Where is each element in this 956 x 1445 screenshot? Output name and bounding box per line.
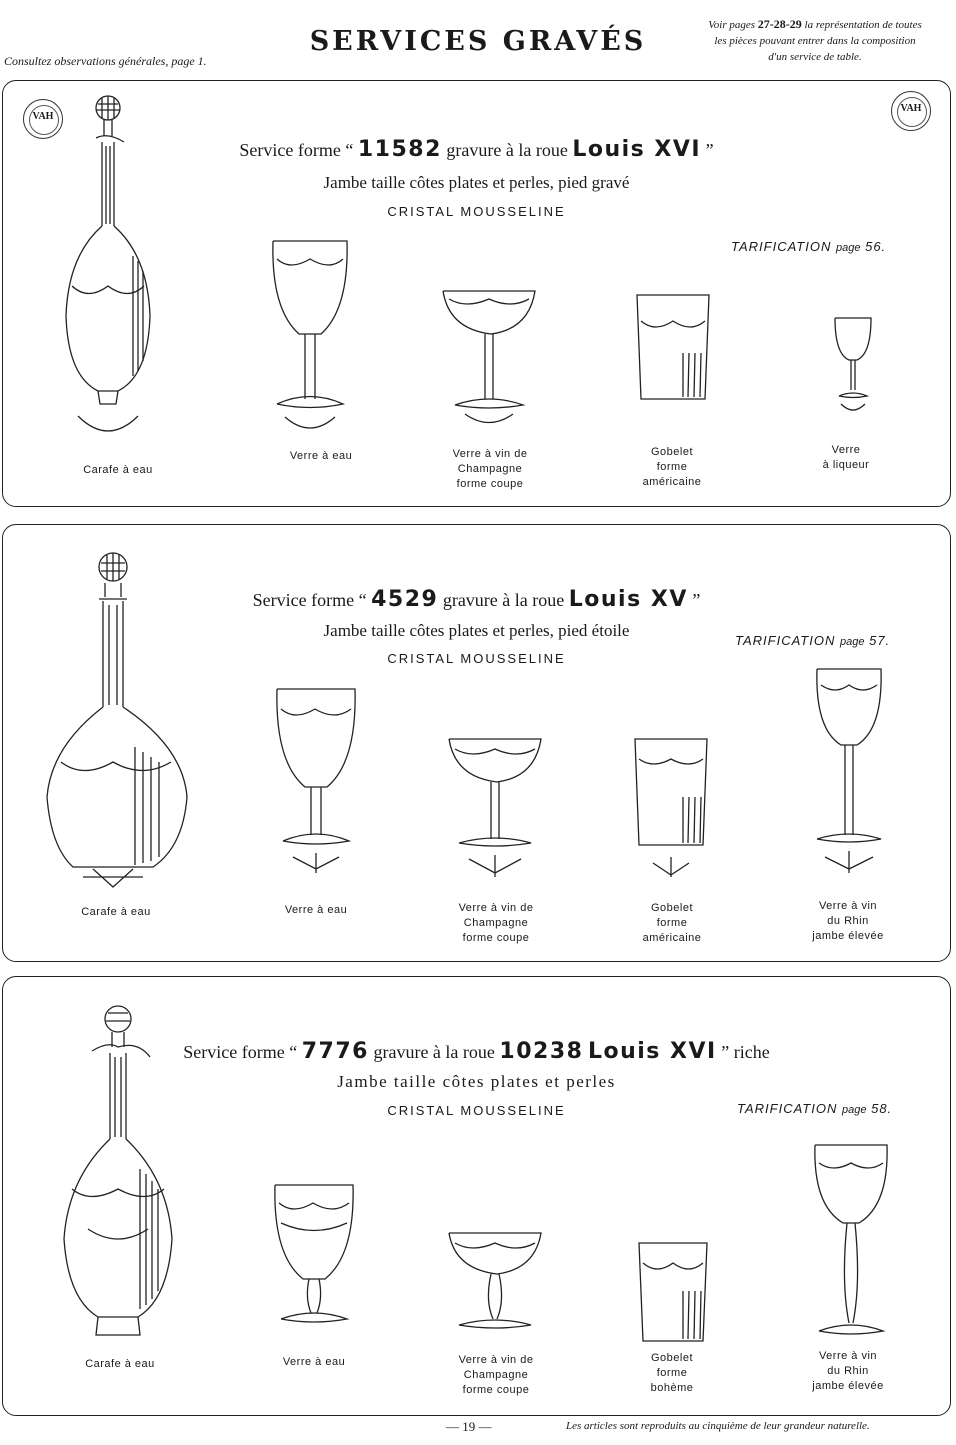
tarification-page: 57. bbox=[869, 633, 891, 648]
service-subtitle: Jambe taille côtes plates et perles, pied étoile bbox=[323, 621, 630, 640]
item-label-line: Champagne bbox=[457, 463, 523, 475]
item-label-champagne bbox=[421, 901, 571, 946]
item-label-line: Verre à eau bbox=[289, 450, 353, 462]
service-prefix: Service forme bbox=[239, 140, 341, 160]
item-label-champagne bbox=[421, 1353, 571, 1398]
service-number-2: 10238 bbox=[499, 1039, 584, 1064]
tarification-ref bbox=[735, 633, 890, 648]
engraving-type: gravure à la roue bbox=[446, 140, 568, 160]
item-label-line: forme coupe bbox=[456, 478, 524, 490]
item-label-tumbler bbox=[597, 445, 747, 490]
item-label-carafe bbox=[43, 463, 193, 478]
service-suffix: riche bbox=[733, 1042, 770, 1062]
service-heading: Service forme “ 11582 gravure à la roue Louis XVI ” bbox=[239, 137, 714, 162]
carafe-illustration bbox=[43, 547, 193, 892]
rhine-wine-glass-illustration bbox=[811, 667, 887, 887]
service-number: 7776 bbox=[301, 1039, 369, 1064]
item-label-line: Carafe à eau bbox=[83, 464, 153, 476]
service-heading: Service forme “ 4529 gravure à la roue Louis XV ” bbox=[252, 587, 701, 612]
service-subtitle: Jambe taille côtes plates et perles, pied gravé bbox=[323, 173, 630, 192]
item-label-line: bohème bbox=[650, 1382, 694, 1394]
item-label-champagne bbox=[415, 447, 565, 492]
item-label-line: forme coupe bbox=[462, 1384, 530, 1396]
item-label-water-glass bbox=[241, 903, 391, 918]
item-label-carafe bbox=[45, 1357, 195, 1372]
item-label-line: Verre à vin bbox=[818, 1350, 878, 1362]
reference-note-line1: la représentation de toutes bbox=[804, 19, 922, 31]
item-label-water-glass bbox=[239, 1355, 389, 1370]
item-label-line: Gobelet bbox=[650, 1352, 694, 1364]
seal-mark: VAH bbox=[32, 111, 54, 122]
reference-note-prefix: Voir pages bbox=[708, 19, 756, 31]
item-label-line: Verre à vin bbox=[818, 900, 878, 912]
item-label-line: Gobelet bbox=[650, 902, 694, 914]
champagne-coupe-illustration bbox=[447, 1231, 543, 1346]
item-label-line: Champagne bbox=[463, 1369, 529, 1381]
reference-note-line2: les pièces pouvant entrer dans la composition bbox=[714, 35, 916, 47]
manufacturer-seal-right-icon bbox=[891, 91, 931, 131]
tarification-page-word: page bbox=[839, 636, 865, 648]
service-subtitle: Jambe taille côtes plates et perles bbox=[337, 1072, 616, 1091]
general-observations-note: Consultez observations générales, page 1. bbox=[4, 54, 207, 68]
engraving-type: gravure à la roue bbox=[442, 590, 565, 610]
tarification-label: TARIFICATION bbox=[731, 239, 832, 254]
item-label-line: Carafe à eau bbox=[81, 906, 151, 918]
tarification-page: 56. bbox=[865, 239, 887, 254]
item-label-rhine-glass bbox=[773, 1349, 923, 1394]
scale-note: Les articles sont reproduits au cinquième de leur grandeur naturelle. bbox=[566, 1420, 870, 1432]
service-number: 11582 bbox=[357, 137, 442, 162]
reference-note bbox=[676, 16, 954, 65]
item-label-line: forme bbox=[656, 461, 688, 473]
service-panel-7776 bbox=[2, 976, 951, 1416]
tumbler-illustration bbox=[633, 293, 713, 463]
item-label-line: du Rhin bbox=[827, 915, 869, 927]
item-label-carafe bbox=[41, 905, 191, 920]
carafe-illustration bbox=[58, 86, 188, 461]
service-style: Louis XVI bbox=[587, 1039, 717, 1064]
item-label-line: forme bbox=[656, 1367, 688, 1379]
item-label-line: à liqueur bbox=[822, 459, 870, 471]
champagne-coupe-illustration bbox=[447, 737, 543, 887]
champagne-coupe-illustration bbox=[441, 289, 537, 459]
tarification-ref bbox=[731, 239, 886, 254]
tumbler-illustration bbox=[635, 1241, 711, 1346]
service-style: Louis XV bbox=[568, 587, 688, 612]
reference-note-line3: d'un service de table. bbox=[768, 51, 862, 63]
service-panel-4529 bbox=[2, 524, 951, 962]
water-glass-illustration bbox=[271, 1183, 357, 1343]
item-label-line: forme coupe bbox=[462, 932, 530, 944]
page-number: — 19 — bbox=[446, 1419, 492, 1434]
service-heading: Service forme “ 7776 gravure à la roue 10238 Louis XVI ” riche bbox=[183, 1039, 770, 1064]
tarification-page-word: page bbox=[835, 242, 861, 254]
liqueur-glass-illustration bbox=[833, 316, 873, 426]
service-panel-11582 bbox=[2, 80, 951, 507]
service-material: CRISTAL MOUSSELINE bbox=[387, 204, 566, 219]
item-label-rhine-glass bbox=[773, 899, 923, 944]
item-label-line: du Rhin bbox=[827, 1365, 869, 1377]
rhine-wine-glass-illustration bbox=[811, 1143, 891, 1349]
item-label-line: Verre à vin de bbox=[452, 448, 528, 460]
item-label-line: Verre à vin de bbox=[458, 902, 534, 914]
service-style: Louis XVI bbox=[572, 137, 702, 162]
water-glass-illustration bbox=[265, 239, 355, 459]
page-title: SERVICES GRAVÉS bbox=[309, 26, 647, 57]
service-prefix: Service forme bbox=[183, 1042, 285, 1062]
item-label-line: jambe élevée bbox=[812, 1380, 884, 1392]
carafe-illustration bbox=[58, 999, 188, 1349]
item-label-line: américaine bbox=[642, 476, 702, 488]
tarification-label: TARIFICATION bbox=[735, 633, 836, 648]
item-label-tumbler bbox=[597, 901, 747, 946]
item-label-line: américaine bbox=[642, 932, 702, 944]
item-label-line: Verre à vin de bbox=[458, 1354, 534, 1366]
tumbler-illustration bbox=[631, 737, 711, 887]
item-label-line: Champagne bbox=[463, 917, 529, 929]
manufacturer-seal-left-icon bbox=[23, 99, 63, 139]
item-label-line: Verre bbox=[831, 444, 861, 456]
tarification-ref bbox=[737, 1101, 892, 1116]
tarification-page-word: page bbox=[841, 1104, 867, 1116]
tarification-page: 58. bbox=[871, 1101, 893, 1116]
item-label-line: Verre à eau bbox=[284, 904, 348, 916]
item-label-tumbler bbox=[597, 1351, 747, 1396]
seal-mark: VAH bbox=[900, 103, 922, 114]
item-label-line: Verre à eau bbox=[282, 1356, 346, 1368]
service-prefix: Service forme bbox=[252, 590, 355, 610]
engraving-type: gravure à la roue bbox=[373, 1042, 495, 1062]
tarification-label: TARIFICATION bbox=[737, 1101, 838, 1116]
item-label-line: Gobelet bbox=[650, 446, 694, 458]
service-material: CRISTAL MOUSSELINE bbox=[387, 1103, 566, 1118]
service-number: 4529 bbox=[371, 587, 439, 612]
item-label-line: jambe élevée bbox=[812, 930, 884, 942]
item-label-water-glass bbox=[246, 449, 396, 464]
item-label-liqueur bbox=[771, 443, 921, 473]
service-material: CRISTAL MOUSSELINE bbox=[387, 651, 566, 666]
item-label-line: Carafe à eau bbox=[85, 1358, 155, 1370]
reference-note-pages: 27-28-29 bbox=[757, 17, 802, 31]
item-label-line: forme bbox=[656, 917, 688, 929]
water-glass-illustration bbox=[273, 687, 359, 887]
